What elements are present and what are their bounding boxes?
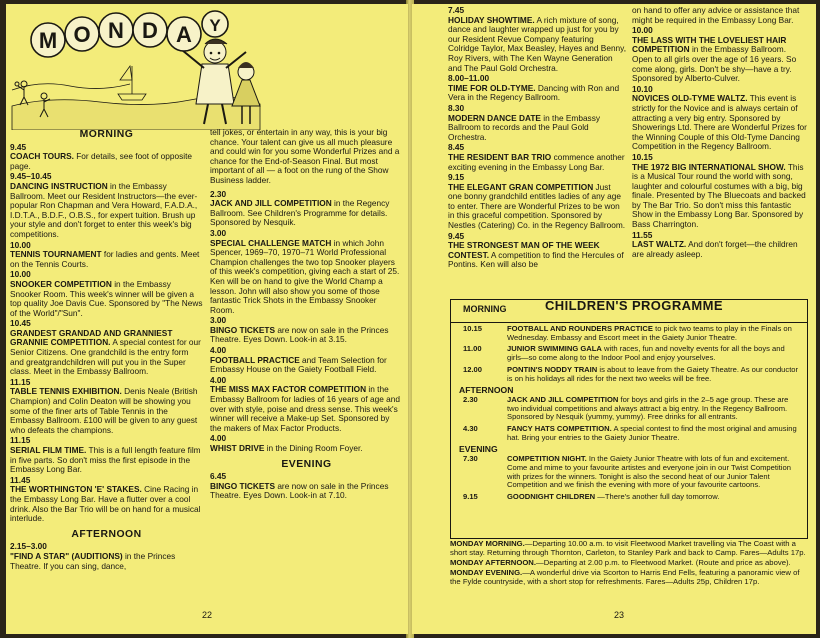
programme-title: FOOTBALL AND ROUNDERS PRACTICE [507,324,653,333]
event-item [448,173,626,231]
programme-time: 2.30 [463,394,478,404]
event-title: DANCING INSTRUCTION [10,180,108,191]
event-item [10,172,203,239]
evening-events [448,6,626,270]
event-title: THE 1972 BIG INTERNATIONAL SHOW. [632,161,786,172]
event-item [10,436,203,474]
programme-time: 7.30 [463,454,478,464]
event-time: 4.00 [210,433,227,444]
event-title: WHIST DRIVE [210,443,265,453]
event-title: FOOTBALL PRACTICE [210,354,300,365]
programme-description: In the Gaiety Junior Theatre with lots of fun and excitement. Come and mime to your favourite artistes and everyone join in our Twist Competition with prizes for the winners. Tonight is also the second heat of our Junior Talent Competition and we finish the evening with more of your favourite cartoons. [507,454,791,490]
event-item [632,26,808,84]
svg-text:N: N [108,18,124,43]
morning-events [10,143,203,524]
event-item [10,143,203,172]
event-description: For details, see foot of opposite page. [10,151,192,171]
event-item [210,472,403,501]
programme-time: 10.15 [463,324,483,333]
left-page-column-1 [10,128,203,572]
event-title: HOLIDAY SHOWTIME. [448,14,535,25]
event-item [10,542,203,571]
afternoon-events [10,542,203,571]
event-title: BINGO TICKETS [210,480,275,491]
event-description: A competition to find the Hercules of Pontins. Ken will also be [448,249,624,270]
event-item [10,270,203,318]
event-title: TENNIS TOURNAMENT [10,249,102,260]
programme-title: JACK AND JILL COMPETITION [507,394,619,404]
event-description: This is a full length feature film in five parts. So don't miss the first episode in the Embassy Long Bar. [10,445,201,475]
event-title: THE RESIDENT BAR TRIO [448,151,552,162]
event-description: are now on sale in the Princes Theatre. Eyes Down. Look-in at 7.10. [210,480,389,501]
kids-evening [459,455,799,502]
coach-tour-description: —Departing at 2.00 p.m. to Fleetwood Market. (Route and price as above). [536,557,791,567]
left-page-column-2 [210,128,403,502]
morning-heading: MORNING [79,129,134,140]
kids-afternoon [459,396,799,443]
event-title: THE STRONGEST MAN OF THE WEEK CONTEST. [448,240,600,260]
event-title: TIME FOR OLD-TYME. [448,82,536,93]
event-time: 11.15 [10,376,31,387]
event-time: 3.00 [210,227,227,238]
event-description: Denis Neale (British Champion) and Colin Deaton will be showing you some of the finer arts of Table Tennis in the Embassy Ballroom. £100 will be given to any guest who defeats the champions. [10,386,198,435]
coach-tour-description: —Departing 10.00 a.m. to visit Fleetwood Market travelling via The Coast with a short stay. Returning through Thornton, Carleton, to Stanley Park and back to Camp. Fares—Adults 17p. [450,539,806,557]
programme-text [507,345,799,362]
event-item [632,85,808,152]
event-description: Just one bonny grandchild entitles ladies of any age to enter. There are Wonderful Prizes to be won in this graceful competition. Sponsored by Nestles (Catering) Co. in the Regency Ballroom. [448,181,626,231]
event-description: and Team Selection for Embassy House on the Gaiety Football Field. [210,354,387,375]
morning-label: MORNING [463,304,507,314]
programme-description: with races, fun and novelty events for all the boys and girls—so come along to the Indoor Pool and enjoy yourselves. [507,344,785,363]
event-time: 6.45 [210,471,227,482]
event-description: in the Embassy Snooker Room. This week's winner will be given a top quality Joe Davis Cue. Sponsored by "The News of the World"/"Sun". [10,278,203,318]
programme-title: PONTIN'S NODDY TRAIN [507,364,598,374]
coach-tour-item [450,569,806,587]
event-time: 4.00 [210,374,227,385]
event-item [210,434,403,453]
page-22 [6,4,408,634]
event-title: THE LASS WITH THE LOVELIEST HAIR COMPETITION [632,34,787,55]
event-title: SERIAL FILM TIME. [10,445,87,455]
svg-text:A: A [176,22,192,47]
event-item [448,104,626,142]
event-time: 10.00 [10,269,31,280]
programme-title: GOODNIGHT CHILDREN [507,491,596,501]
event-description: This event is strictly for the Novice and is always certain of attracting a very big entry. Sponsored by Showerings Ltd. There are Wonderful Prizes for the Winning Couple of this Old-Tyme Dancing Competition in the Regency Ballroom. [632,93,807,152]
programme-title: JUNIOR SWIMMING GALA [507,344,602,354]
programme-row [459,455,799,490]
late-evening-events [632,26,808,259]
event-time: 11.45 [10,474,31,485]
event-title: TABLE TENNIS EXHIBITION. [10,386,122,397]
programme-time: 12.00 [463,364,483,374]
evening-heading: EVENING [281,458,332,470]
event-item [210,190,403,228]
event-time: 8.30 [448,102,465,113]
programme-title: COMPETITION NIGHT. [507,454,587,464]
coach-tours [450,540,806,588]
event-item [210,316,403,345]
event-item [10,319,203,377]
monday-banner-illustration [10,10,262,130]
event-item [10,378,203,436]
event-time: 3.00 [210,315,227,326]
event-item [210,229,403,315]
svg-text:Y: Y [209,16,221,35]
programme-text [507,396,799,422]
right-page-column-1 [448,6,626,271]
event-time: 9.45–10.45 [10,171,52,182]
event-description: in the Embassy Ballroom. Meet our Resident Instructors—the ever-popular Ron Chapman and Vera Howard, F.A.D.A., I.D.T.A., B.D.F., O.B.S., for expert tuition. Brush up your style and don't forget to enter this week's big competitions. [10,180,198,239]
event-description: And don't forget—the children are already asleep. [632,239,798,259]
childrens-programme-rows [459,325,799,505]
event-item [210,346,403,375]
programme-text [507,325,799,342]
coach-tour-description: —A wonderful drive via Scorton to Harris End Fells, featuring a panoramic view of the Fylde countryside, with a short stop for refreshments. Fares—Adults 25p, Children 17p. [450,567,800,586]
programme-text [507,493,799,502]
event-title: THE ELEGANT GRAN COMPETITION [448,181,594,192]
event-item [632,231,808,260]
event-item [448,232,626,270]
event-time: 8.00–11.00 [448,73,490,84]
event-description: Cine Racing in the Embassy Long Bar. Have a flutter over a cool drink. Also the Bar Trio will be on hand for a musical interlude. [10,484,201,524]
event-item [448,6,626,73]
page-number: 23 [614,610,625,620]
event-description: in the Dining Room Foyer. [266,443,363,453]
event-time: 2.30 [210,188,227,199]
event-item [10,241,203,270]
event-time: 10.00 [10,239,31,250]
svg-text:D: D [142,18,158,43]
afternoon-events-continued [210,190,403,454]
programme-text [507,366,799,383]
kids-morning [459,325,799,383]
event-time: 9.45 [448,230,465,241]
programme-description: —There's another full day tomorrow. [597,491,720,501]
event-title: BINGO TICKETS [210,324,275,335]
event-title: COACH TOURS. [10,151,74,162]
coach-tour-item [450,559,806,568]
event-title: "FIND A STAR" (AUDITIONS) [10,550,123,561]
afternoon-heading: AFTERNOON [71,528,142,540]
childrens-programme-header [451,300,807,323]
programme-row [459,493,799,502]
event-description: for ladies and gents. Meet on the Tennis Courts. [10,249,200,269]
event-time: 8.45 [448,142,465,153]
programme-row [459,366,799,383]
event-time: 10.45 [10,318,31,329]
event-time: 7.45 [448,5,465,15]
event-description: in the Regency Ballroom. See Children's Programme for details. Sponsored by Nesquik. [210,198,390,228]
programme-description: for boys and girls in the 2–5 age group. These are two individual competitions and always attract a big entry. In the Regency Ballroom. Sponsored by Nesquik (yummy, yummy). Free drinks for all entrants. [507,394,789,422]
coach-tour-title: MONDAY MORNING. [450,539,525,548]
event-time: 11.15 [10,435,31,446]
programme-description: A special contest to find the most original and amusing hat. Bring your entries to the Gaiety Junior Theatre. [507,424,797,442]
programme-row [459,425,799,442]
event-title: SNOOKER COMPETITION [10,278,112,289]
continued-text: tell jokes, or entertain in any way, this is your big chance. Your talent can give us all much pleasure and could win for you some Wonderful Prizes and a chance for the End-of-Season Final. But most important of all — a foot on the rung of the Show Business ladder. [210,127,400,185]
event-time: 10.10 [632,83,653,94]
continued-text: on hand to offer any advice or assistance that might be required in the Embassy Long Bar. [632,5,800,25]
event-description: in the Princes Theatre. If you can sing, dance, [10,550,176,571]
event-description: in the Embassy Ballroom to records and the Paul Gold Orchestra. [448,112,601,142]
event-title: JACK AND JILL COMPETITION [210,198,332,209]
event-time: 10.00 [632,25,653,36]
event-time: 9.15 [448,172,465,183]
page-number: 22 [202,610,213,620]
event-time: 4.00 [210,345,227,356]
svg-text:O: O [73,22,91,47]
evening-events [210,472,403,501]
event-description: This is a Musical Tour round the world with song, laughter and colourful costumes with a big, big finale. Presented by The Bluecoats and backed by The Bar Trio. So don't miss this fantastic Show in the Embassy Long Bar. Sponsored by Bass Charrington. [632,161,806,230]
event-time: 9.45 [10,141,27,152]
event-description: A special contest for our Senior Citizens. One grandchild is the entry form and greatgrandchildren will put you in the Super class. Meet in the Embassy Ballroom. [10,337,201,377]
coach-tour-title: MONDAY EVENING. [450,567,523,577]
event-title: GRANDEST GRANDAD AND GRANNIEST GRANNIE COMPETITION. [10,327,173,348]
programme-text [507,455,799,490]
afternoon-label: AFTERNOON [459,385,514,396]
event-title: THE MISS MAX FACTOR COMPETITION [210,384,367,395]
programme-time: 4.30 [463,424,478,434]
event-description: in the Embassy Ballroom. Open to all girls over the age of 16 years. So come along, girls. Don't be shy—have a try. Sponsored by Alberto-Culver. [632,44,797,84]
event-title: LAST WALTZ. [632,239,687,250]
programme-description: to pick two teams to play in the Finals on Wednesday. Embassy and Escort meet in the Gaiety Junior Theatre. [507,324,792,342]
event-item [10,476,203,524]
event-item [210,376,403,434]
event-description: A rich mixture of song, dance and laughter wrapped up just for you by our Resident Revue Company featuring Colridge Taylor, Max Beasley, Hayes and Benny, Roy Rivers, with The Ken Wayne Generation and The Paul Gold Orchestra. [448,14,627,73]
event-title: NOVICES OLD-TYME WALTZ. [632,93,748,104]
svg-text:M: M [38,28,58,53]
event-description: in which John Spencer, 1969–70, 1970–71 World Professional Champion challenges the two top Snooker players of this week's competition, giving each a start of 25. Ken will be on hand to give the World Champ a lesson. John will also show you some of those fantastic Trick Shots in the Embassy Snooker Room. [210,237,400,315]
childrens-programme-title: CHILDREN'S PROGRAMME [545,298,723,313]
event-title: SPECIAL CHALLENGE MATCH [210,237,332,248]
event-description: commence another exciting evening in the Embassy Long Bar. [448,151,625,172]
programme-title: FANCY HATS COMPETITION. [507,424,612,434]
right-page-column-2 [632,6,808,260]
coach-tour-title: MONDAY AFTERNOON. [450,557,536,567]
event-description: Dancing with Ron and Vera in the Regency Ballroom. [448,82,620,103]
programme-time: 11.00 [463,344,482,354]
programme-description: is about to leave from the Gaiety Theatre. As our conductor is on his holidays all rides for the next two weeks will be free. [507,364,799,383]
event-description: in the Embassy Ballroom for ladies of 16 years of age and over with style, poise and dress sense. This week's winner will receive a Make-up Set. Sponsored by the makers of Max Factor Products. [210,384,401,433]
coach-tour-item [450,540,806,558]
programme-row [459,325,799,342]
event-time: 10.15 [632,151,653,162]
programme-row [459,345,799,362]
event-time: 11.55 [632,229,653,240]
programme-row [459,396,799,422]
event-item [448,74,626,103]
event-item [448,143,626,172]
evening-label: EVENING [459,444,498,455]
programme-time: 9.15 [463,491,478,501]
event-item [632,153,808,230]
page-23 [412,4,816,634]
childrens-programme-box [450,299,808,539]
programme-text [507,425,799,442]
event-title: THE WORTHINGTON 'E' STAKES. [10,484,142,495]
event-title: MODERN DANCE DATE [448,112,541,123]
event-description: are now on sale in the Princes Theatre. Eyes Down. Look-in at 3.15. [210,324,389,345]
event-time: 2.15–3.00 [10,541,47,552]
